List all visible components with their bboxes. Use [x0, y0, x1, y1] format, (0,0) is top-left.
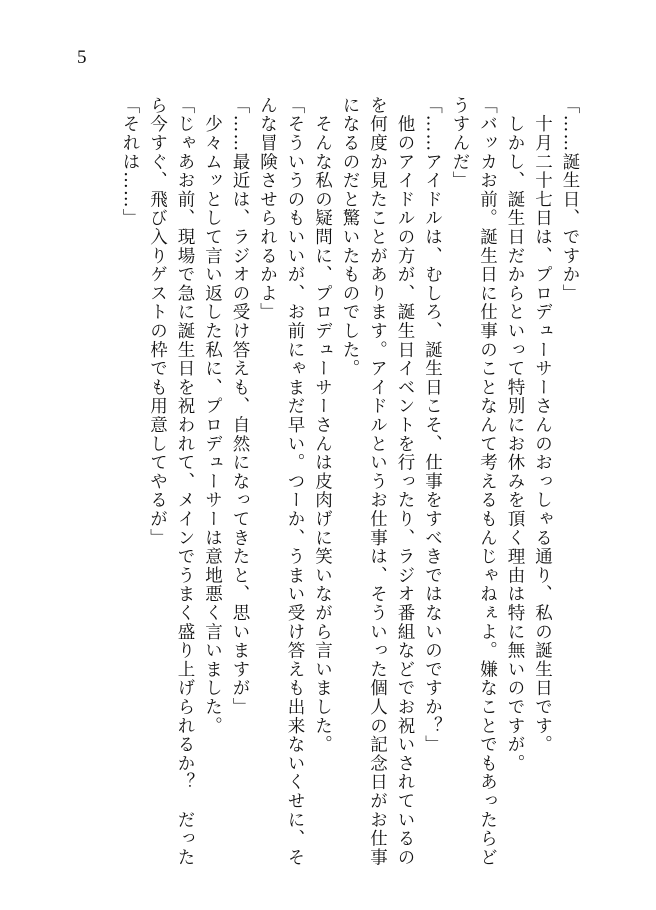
text-line: 十月二十七日は、プロデューサーさんのおっしゃる通り、私の誕生日です。 — [532, 96, 553, 754]
text-line: しかし、誕生日だからといって特別にお休みを頂く理由は特に無いのですが。 — [505, 96, 525, 773]
text-line: ら今すぐ、飛び入りゲストの枠でも用意してやるが」 — [147, 96, 168, 548]
text-line: 他のアイドルの方が、誕生日イベントを行ったり、ラジオ番組などでお祝いされているの — [395, 96, 415, 867]
text-line: になるのだと驚いたものでした。 — [340, 96, 360, 378]
text-line: 「そういうのもいいが、お前にゃまだ早い。つーか、うまい受け答えも出来ないくせに、そ — [285, 96, 305, 867]
text-line: んな冒険させられるかよ」 — [257, 96, 278, 322]
text-line: 「……誕生日、ですか」 — [560, 96, 580, 303]
text-line: を何度か見たことがあります。アイドルというお仕事は、そういった個人の記念日がお仕事 — [367, 96, 388, 867]
text-line: 「バッカお前。誕生日に仕事のことなんて考えるもんじゃねぇよ。嫌なことでもあったらど — [477, 96, 498, 867]
text-line: 「……アイドルは、むしろ、誕生日こそ、仕事をすべきではないのですか？」 — [422, 96, 443, 754]
text-line: 少々ムッとして言い返した私に、プロデューサーは意地悪く言いました。 — [202, 96, 223, 736]
text-line: そんな私の疑問に、プロデューサーさんは皮肉げに笑いながら言いました。 — [312, 96, 333, 754]
text-line: 「それは……」 — [120, 96, 140, 228]
body-text — [63, 96, 583, 867]
text-line: 「……最近は、ラジオの受け答えも、自然になってきたと、思いますが」 — [230, 96, 250, 717]
text-line: うすんだ」 — [450, 96, 470, 190]
page-number: 5 — [77, 47, 87, 68]
text-line: 「じゃあお前、現場で急に誕生日を祝われて、メインでうまく盛り上げられるか？ だった — [175, 96, 195, 867]
